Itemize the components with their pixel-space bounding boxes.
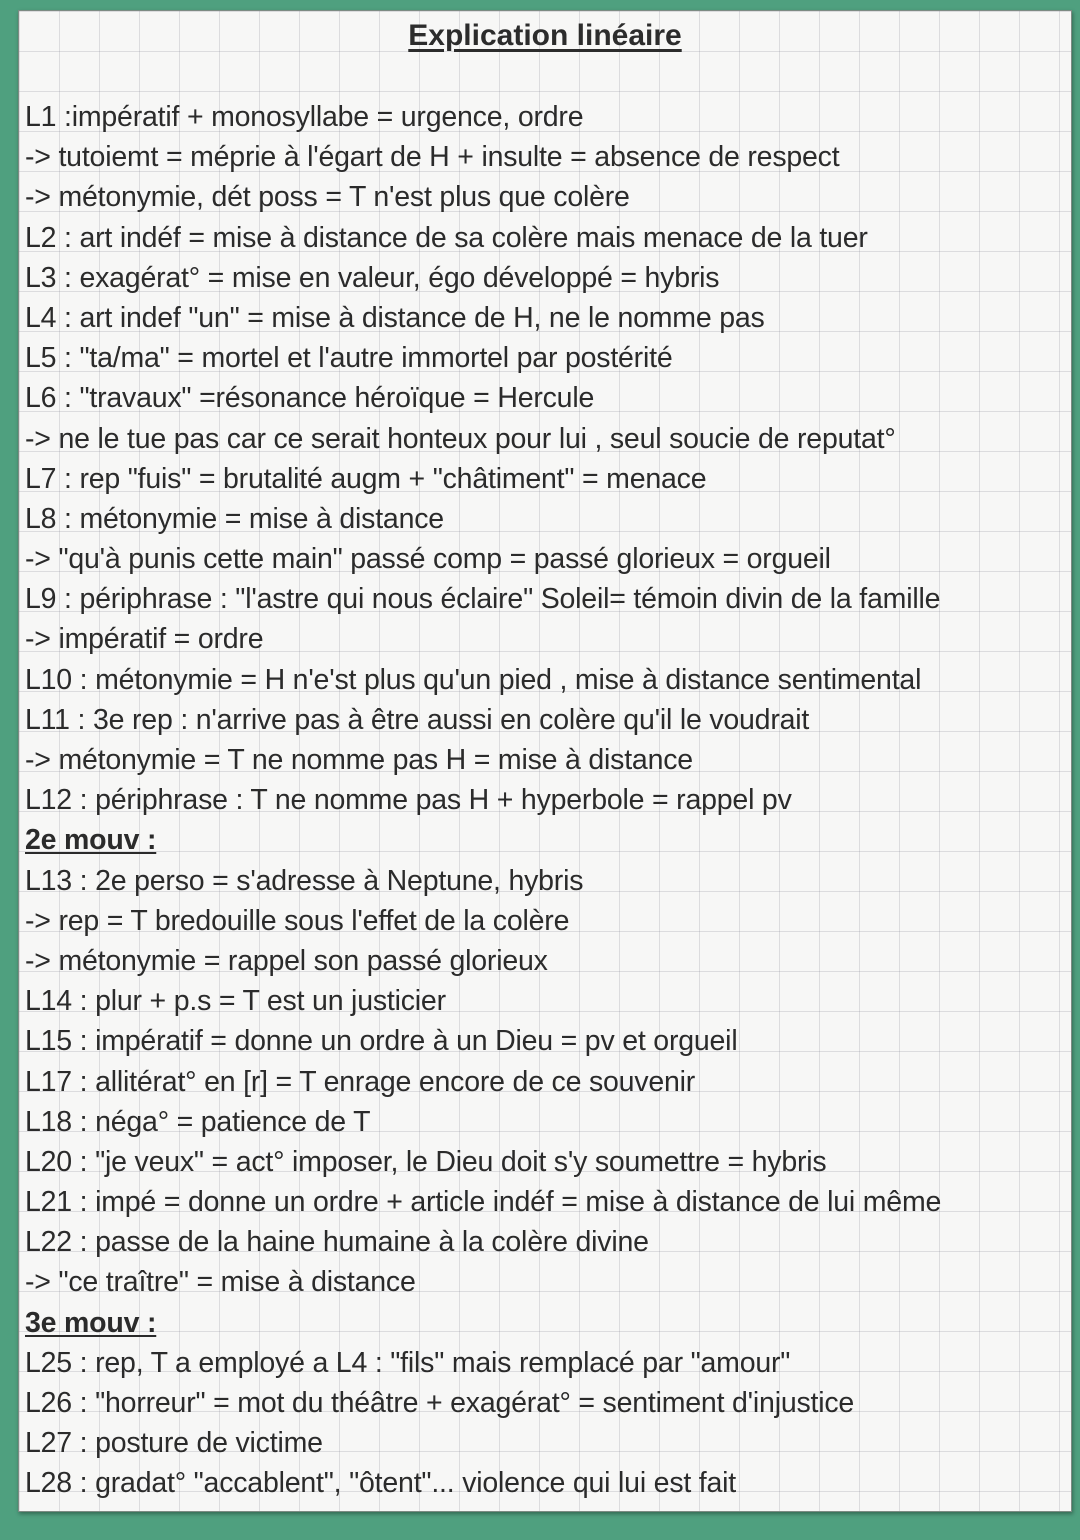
page-title: Explication linéaire <box>408 19 682 52</box>
note-line: L5 : "ta/ma" = mortel et l'autre immortel par postérité <box>25 342 673 375</box>
note-line: -> ne le tue pas car ce serait honteux pour lui , seul soucie de reputat° <box>25 422 896 455</box>
note-line: -> rep = T bredouille sous l'effet de la colère <box>25 904 570 937</box>
note-line: -> métonymie, dét poss = T n'est plus que colère <box>25 181 630 214</box>
note-line: -> métonymie = rappel son passé glorieux <box>25 944 548 977</box>
note-line: L22 : passe de la haine humaine à la colère divine <box>25 1226 649 1259</box>
note-line: L11 : 3e rep : n'arrive pas à être aussi en colère qu'il le voudrait <box>25 703 810 736</box>
note-line: -> "ce traître" = mise à distance <box>25 1266 416 1299</box>
section-heading: 3e mouv : <box>25 1306 157 1339</box>
note-line: -> métonymie = T ne nomme pas H = mise à distance <box>25 744 693 776</box>
note-line: L17 : allitérat° en [r] = T enrage encore de ce souvenir <box>25 1065 696 1098</box>
note-line: L21 : impé = donne un ordre + article indéf = mise à distance de lui même <box>25 1186 942 1219</box>
note-line: L9 : périphrase : "l'astre qui nous éclaire" Soleil= témoin divin de la famille <box>25 583 941 616</box>
note-line: L7 : rep "fuis" = brutalité augm + "châtiment" = menace <box>25 462 707 495</box>
note-line: L3 : exagérat° = mise en valeur, égo développé = hybris <box>25 261 720 294</box>
note-line: L20 : "je veux" = act° imposer, le Dieu doit s'y soumettre = hybris <box>25 1145 827 1178</box>
note-line: -> tutoiemt = méprie à l'égart de H + insulte = absence de respect <box>25 141 840 174</box>
note-line: L27 : posture de victime <box>25 1427 323 1460</box>
note-line: L25 : rep, T a employé a L4 : "fils" mais remplacé par "amour" <box>25 1346 791 1379</box>
note-line: L26 : "horreur" = mot du théâtre + exagérat° = sentiment d'injustice <box>25 1387 855 1419</box>
section-heading: 2e mouv : <box>25 824 157 857</box>
note-line: L15 : impératif = donne un ordre à un Dieu = pv et orgueil <box>25 1025 738 1058</box>
note-line: -> "qu'à punis cette main" passé comp = passé glorieux = orgueil <box>25 543 831 576</box>
note-line: L1 :impératif + monosyllabe = urgence, ordre <box>25 101 584 133</box>
notes-list <box>25 97 1055 1504</box>
note-line: L12 : périphrase : T ne nomme pas H + hyperbole = rappel pv <box>25 784 792 817</box>
note-line: -> impératif = ordre <box>25 623 264 656</box>
note-line: L10 : métonymie = H n'e'st plus qu'un pied , mise à distance sentimental <box>25 663 922 696</box>
note-line: L8 : métonymie = mise à distance <box>25 502 444 535</box>
note-line: L14 : plur + p.s = T est un justicier <box>25 985 446 1018</box>
note-line: L18 : néga° = patience de T <box>25 1105 371 1138</box>
note-line: L13 : 2e perso = s'adresse à Neptune, hybris <box>25 864 584 897</box>
notebook-page <box>18 10 1072 1512</box>
note-line: L4 : art indef "un" = mise à distance de H, ne le nomme pas <box>25 301 765 334</box>
note-line: L6 : "travaux" =résonance héroïque = Hercule <box>25 382 595 415</box>
note-line: L2 : art indéf = mise à distance de sa colère mais menace de la tuer <box>25 221 868 254</box>
note-line: L28 : gradat° "accablent", "ôtent"... violence qui lui est fait <box>25 1467 737 1500</box>
